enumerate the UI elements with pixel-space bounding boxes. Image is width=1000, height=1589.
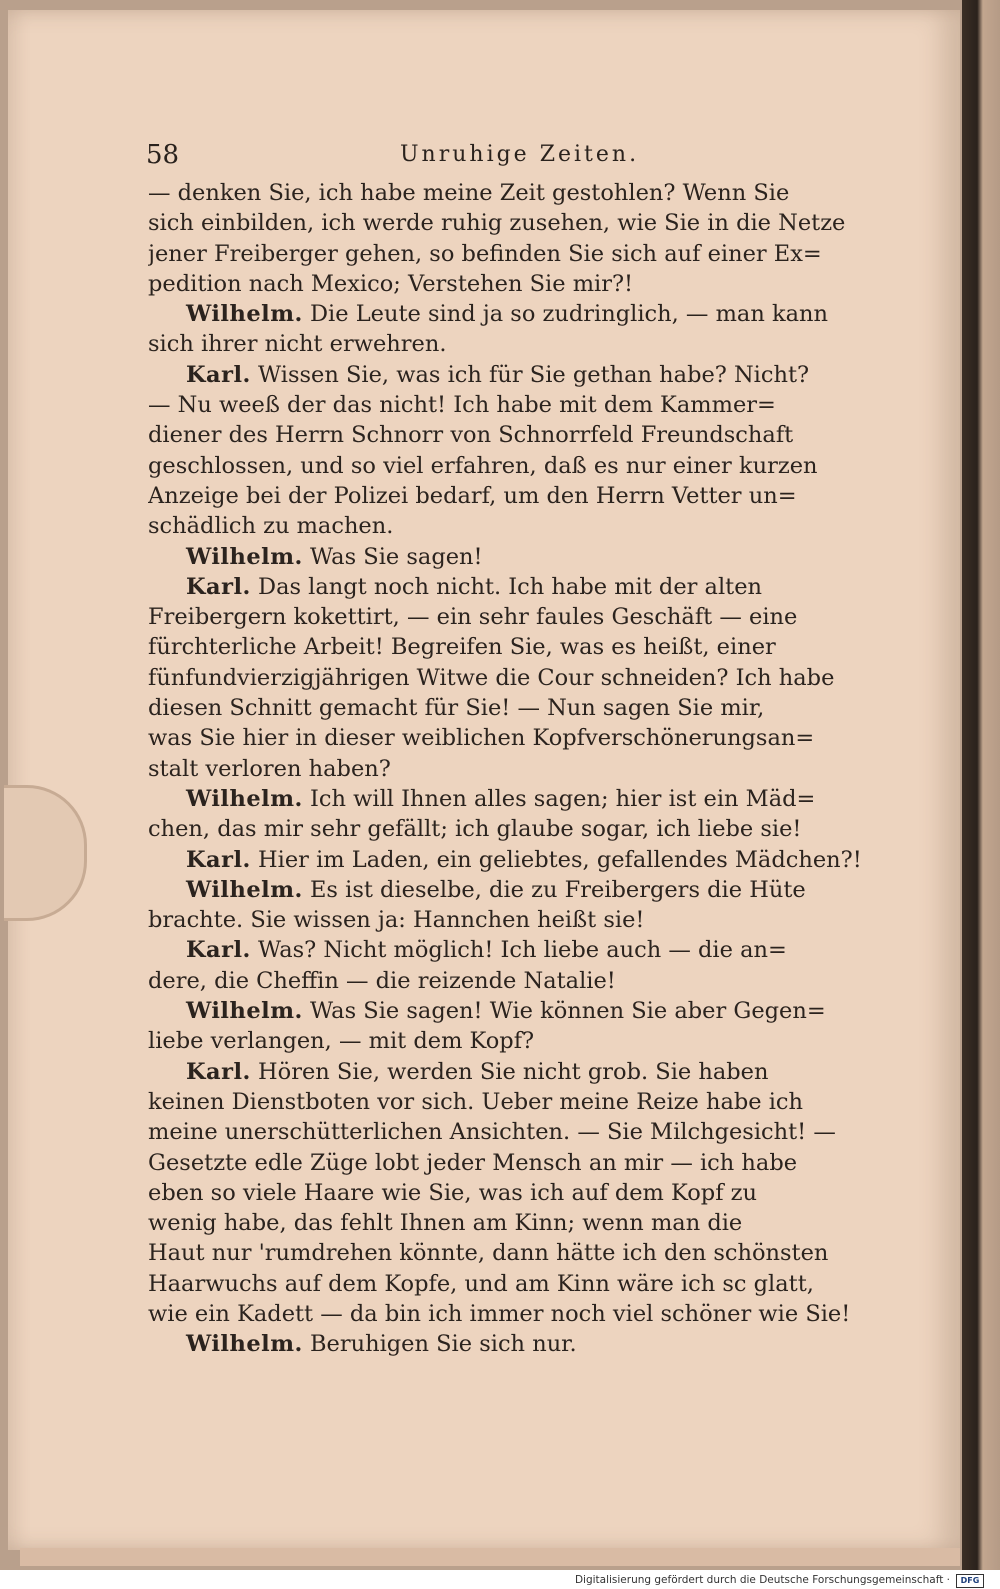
text-line — [148, 360, 908, 390]
text-line — [148, 1238, 908, 1268]
line-text: Beruhigen Sie sich nur. — [302, 1331, 577, 1358]
text-line — [148, 723, 908, 753]
line-text: meine unerschütterlichen Ansichten. — Sie Milchgesicht! — — [148, 1119, 836, 1146]
line-text: fünfundvierzigjährigen Witwe die Cour schneiden? Ich habe — [148, 664, 835, 691]
line-text: Was Sie sagen! — [302, 543, 483, 570]
text-line — [148, 1329, 908, 1359]
text-line — [148, 814, 908, 844]
running-head: Unruhige Zeiten. — [400, 142, 640, 167]
line-text: stalt verloren haben? — [148, 755, 391, 782]
speaker-name: Karl. — [186, 846, 251, 873]
speaker-name: Wilhelm. — [186, 543, 303, 570]
text-line — [148, 1148, 908, 1178]
speaker-name: Wilhelm. — [186, 998, 303, 1025]
text-line — [148, 1117, 908, 1147]
text-line — [148, 784, 908, 814]
line-text: pedition nach Mexico; Verstehen Sie mir?! — [148, 270, 634, 297]
text-line — [148, 178, 908, 208]
line-text: keinen Dienstboten vor sich. Ueber meine Reize habe ich — [148, 1088, 804, 1115]
text-line — [148, 208, 908, 238]
page-header — [140, 140, 900, 170]
line-text: Was Sie sagen! Wie können Sie aber Gegen= — [302, 998, 826, 1025]
text-line — [148, 996, 908, 1026]
text-line — [148, 451, 908, 481]
text-line — [148, 1087, 908, 1117]
text-line — [148, 1208, 908, 1238]
line-text: schädlich zu machen. — [148, 513, 394, 540]
dfg-logo: DFG — [956, 1574, 984, 1588]
text-line — [148, 905, 908, 935]
line-text: Was? Nicht möglich! Ich liebe auch — die an= — [250, 937, 787, 964]
text-line — [148, 329, 908, 359]
line-text: — Nu weeß der das nicht! Ich habe mit dem Kammer= — [148, 392, 776, 419]
page-stack-edge — [20, 1548, 960, 1566]
text-line — [148, 481, 908, 511]
line-text: Freibergern kokettirt, — ein sehr faules Geschäft — eine — [148, 604, 798, 631]
line-text: diesen Schnitt gemacht für Sie! — Nun sagen Sie mir, — [148, 695, 765, 722]
text-line — [148, 663, 908, 693]
line-text: Hier im Laden, ein geliebtes, gefallendes Mädchen?! — [250, 846, 862, 873]
line-text: wenig habe, das fehlt Ihnen am Kinn; wenn man die — [148, 1210, 743, 1237]
text-line — [148, 845, 908, 875]
speaker-name: Wilhelm. — [186, 785, 303, 812]
line-text: wie ein Kadett — da bin ich immer noch viel schöner wie Sie! — [148, 1300, 851, 1327]
text-line — [148, 420, 908, 450]
line-text: fürchterliche Arbeit! Begreifen Sie, was es heißt, einer — [148, 634, 776, 661]
line-text: brachte. Sie wissen ja: Hannchen heißt sie! — [148, 907, 645, 934]
text-line — [148, 511, 908, 541]
line-text: jener Freiberger gehen, so befinden Sie sich auf einer Ex= — [148, 240, 822, 267]
text-line — [148, 693, 908, 723]
line-text: Das langt noch nicht. Ich habe mit der alten — [250, 573, 763, 600]
speaker-name: Karl. — [186, 573, 251, 600]
text-line — [148, 1026, 908, 1056]
text-line — [148, 390, 908, 420]
speaker-name: Karl. — [186, 937, 251, 964]
line-text: Anzeige bei der Polizei bedarf, um den Herrn Vetter un= — [148, 482, 797, 509]
speaker-name: Wilhelm. — [186, 301, 303, 328]
line-text: — denken Sie, ich habe meine Zeit gestohlen? Wenn Sie — [148, 180, 790, 206]
line-text: was Sie hier in dieser weiblichen Kopfverschönerungsan= — [148, 725, 815, 752]
text-line — [148, 299, 908, 329]
text-line — [148, 966, 908, 996]
text-line — [148, 632, 908, 662]
text-line — [148, 754, 908, 784]
page-number: 58 — [146, 140, 180, 170]
digitization-credit: Digitalisierung gefördert durch die Deutsche Forschungsgemeinschaft · — [574, 1574, 950, 1586]
text-line — [148, 269, 908, 299]
line-text: sich einbilden, ich werde ruhig zusehen, wie Sie in die Netze — [148, 210, 846, 237]
line-text: dere, die Cheffin — die reizende Natalie! — [148, 967, 616, 994]
line-text: Haut nur 'rumdrehen könnte, dann hätte ich den schönsten — [148, 1240, 829, 1267]
line-text: Ich will Ihnen alles sagen; hier ist ein Mäd= — [302, 785, 816, 812]
text-line — [148, 602, 908, 632]
line-text: Es ist dieselbe, die zu Freibergers die Hüte — [302, 876, 806, 903]
speaker-name: Karl. — [186, 361, 251, 388]
page-tab-mark — [4, 785, 87, 921]
text-line — [148, 542, 908, 572]
book-spine-edge — [962, 0, 1000, 1570]
line-text: diener des Herrn Schnorr von Schnorrfeld Freundschaft — [148, 422, 794, 449]
text-line — [148, 1299, 908, 1329]
line-text: Die Leute sind ja so zudringlich, — man kann — [302, 301, 828, 328]
line-text: Hören Sie, werden Sie nicht grob. Sie haben — [250, 1058, 769, 1085]
text-line — [148, 1178, 908, 1208]
speaker-name: Karl. — [186, 1058, 251, 1085]
speaker-name: Wilhelm. — [186, 876, 303, 903]
line-text: chen, das mir sehr gefällt; ich glaube sogar, ich liebe sie! — [148, 816, 802, 843]
text-line — [148, 1057, 908, 1087]
page-body-text — [148, 178, 908, 1360]
line-text: geschlossen, und so viel erfahren, daß es nur einer kurzen — [148, 452, 818, 479]
text-line — [148, 1269, 908, 1299]
line-text: eben so viele Haare wie Sie, was ich auf dem Kopf zu — [148, 1179, 758, 1206]
text-line — [148, 239, 908, 269]
line-text: liebe verlangen, — mit dem Kopf? — [148, 1028, 535, 1055]
text-line — [148, 875, 908, 905]
text-line — [148, 935, 908, 965]
line-text: Gesetzte edle Züge lobt jeder Mensch an mir — ich habe — [148, 1149, 798, 1176]
line-text: Haarwuchs auf dem Kopfe, und am Kinn wäre ich sc glatt, — [148, 1270, 814, 1297]
line-text: Wissen Sie, was ich für Sie gethan habe? Nicht? — [250, 361, 810, 388]
text-line — [148, 572, 908, 602]
speaker-name: Wilhelm. — [186, 1331, 303, 1358]
line-text: sich ihrer nicht erwehren. — [148, 331, 447, 358]
